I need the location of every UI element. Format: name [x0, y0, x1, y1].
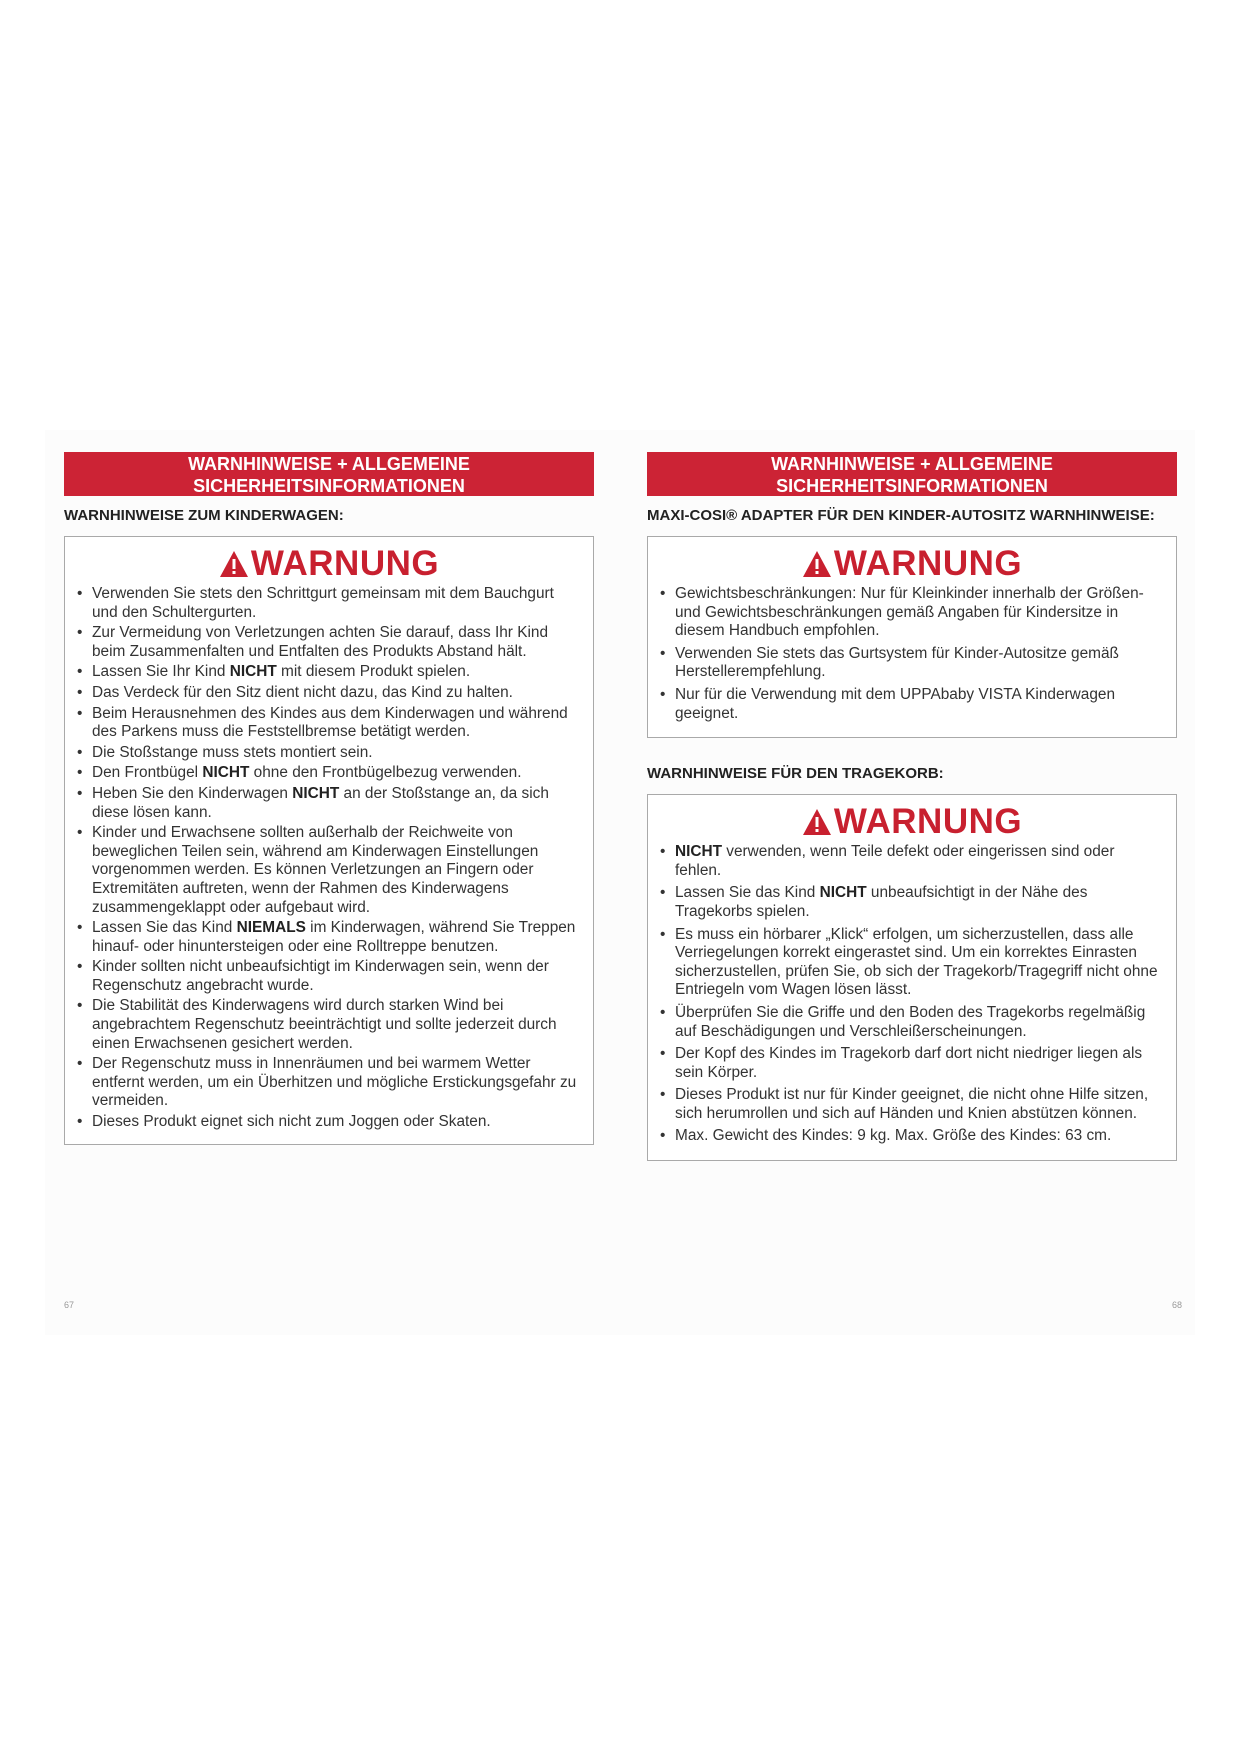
- item-text: Gewichtsbeschränkungen: Nur für Kleinkinder innerhalb der Größen- und Gewichtsbeschränkungen gemäß Angaben für Kindersitze in diesem Handbuch empfohlen.: [675, 585, 1144, 640]
- emphasis-text: NICHT: [819, 884, 867, 902]
- adapter-warning-box: [647, 536, 1177, 738]
- warning-title: [660, 803, 1164, 841]
- warning-item: [77, 624, 581, 661]
- item-text: Verwenden Sie stets den Schrittgurt gemeinsam mit dem Bauchgurt und den Schultergurten.: [92, 585, 554, 621]
- emphasis-text: NICHT: [675, 843, 723, 861]
- item-text: Die Stabilität des Kinderwagens wird durch starken Wind bei angebrachtem Regenschutz beeinträchtigt und sollte jederzeit durch einen Erwachsenen gesichert werden.: [92, 997, 557, 1052]
- warning-item: [660, 686, 1164, 723]
- warning-item: [77, 684, 581, 703]
- item-text: unbeaufsichtigt in der Nähe des Tragekorbs spielen.: [675, 884, 1088, 920]
- banner-line-2: SICHERHEITSINFORMATIONEN: [776, 476, 1048, 496]
- warning-item: [77, 785, 581, 822]
- page-number-right: 68: [1172, 1300, 1183, 1310]
- item-text: Kinder sollten nicht unbeaufsichtigt im Kinderwagen sein, wenn der Regenschutz angebracht wurde.: [92, 958, 549, 994]
- warning-item: [77, 919, 581, 956]
- page-number-left: 67: [64, 1300, 75, 1310]
- item-text: Verwenden Sie stets das Gurtsystem für Kinder-Autositze gemäß Herstellerempfehlung.: [675, 644, 1119, 681]
- warning-label: WARNUNG: [833, 802, 1023, 842]
- item-text: Das Verdeck für den Sitz dient nicht dazu, das Kind zu halten.: [92, 683, 513, 701]
- warning-item: [77, 663, 581, 682]
- warning-item: [660, 1004, 1164, 1041]
- item-text: Heben Sie den Kinderwagen: [92, 784, 293, 802]
- item-text: Dieses Produkt ist nur für Kinder geeignet, die nicht ohne Hilfe sitzen, sich herumrollen und sich auf Händen und Knien abstützen können.: [675, 1086, 1149, 1122]
- item-text: Es muss ein hörbarer „Klick“ erfolgen, um sicherzustellen, dass alle Verriegelungen korrekt eingerastet sind. Um ein korrektes Einrasten sicherzustellen, prüfen Sie, ob sich der Tragekorb/Tragegriff nicht ohne Entriegeln vom Wagen lösen lässt.: [675, 925, 1158, 999]
- warning-item: [77, 585, 581, 622]
- warning-label: WARNUNG: [250, 544, 440, 583]
- warning-item: [660, 1045, 1164, 1082]
- section-banner: [64, 452, 594, 496]
- item-text: Den Frontbügel: [92, 764, 203, 782]
- item-text: an der Stoßstange an, da sich diese lösen kann.: [92, 784, 549, 821]
- warning-item: [77, 1113, 581, 1132]
- banner-line-1: WARNHINWEISE + ALLGEMEINE: [188, 454, 470, 474]
- stroller-warning-box: [64, 536, 594, 1145]
- warning-item: [77, 744, 581, 763]
- item-text: Max. Gewicht des Kindes: 9 kg. Max. Größe des Kindes: 63 cm.: [675, 1127, 1112, 1145]
- emphasis-text: NICHT: [202, 764, 250, 782]
- item-text: Lassen Sie das Kind: [92, 919, 237, 937]
- item-text: Dieses Produkt eignet sich nicht zum Joggen oder Skaten.: [92, 1113, 491, 1131]
- bassinet-warning-box: [647, 794, 1177, 1161]
- warning-item: [660, 645, 1164, 682]
- warning-item: [660, 585, 1164, 641]
- item-text: mit diesem Produkt spielen.: [276, 663, 471, 681]
- warning-item: [660, 884, 1164, 921]
- item-text: ohne den Frontbügelbezug verwenden.: [249, 764, 522, 782]
- item-text: verwenden, wenn Teile defekt oder eingerissen sind oder fehlen.: [675, 843, 1115, 879]
- banner-line-1: WARNHINWEISE + ALLGEMEINE: [771, 454, 1053, 474]
- section-banner: [647, 452, 1177, 496]
- emphasis-text: NICHT: [229, 663, 277, 681]
- item-text: Der Regenschutz muss in Innenräumen und bei warmem Wetter entfernt werden, um ein Überhitzen und mögliche Erstickungsgefahr zu vermeiden.: [92, 1055, 577, 1110]
- warning-item: [660, 1086, 1164, 1123]
- item-text: Nur für die Verwendung mit dem UPPAbaby VISTA Kinderwagen geeignet.: [675, 685, 1115, 722]
- warning-item: [660, 1127, 1164, 1146]
- warning-title: [77, 545, 581, 583]
- item-text: Die Stoßstange muss stets montiert sein.: [92, 743, 373, 761]
- bassinet-warning-list: [660, 843, 1164, 1146]
- stroller-warning-list: [77, 585, 581, 1132]
- warning-label: WARNUNG: [833, 544, 1023, 583]
- warning-item: [77, 764, 581, 783]
- warning-triangle-icon: [219, 550, 249, 578]
- warning-triangle-icon: [802, 550, 832, 578]
- emphasis-text: NIEMALS: [236, 919, 306, 937]
- item-text: Zur Vermeidung von Verletzungen achten Sie darauf, dass Ihr Kind beim Zusammenfalten und Entfalten des Produkts Abstand hält.: [92, 624, 549, 660]
- right-page: [647, 452, 1177, 1161]
- warning-item: [77, 1055, 581, 1111]
- warning-item: [77, 997, 581, 1053]
- item-text: Überprüfen Sie die Griffe und den Boden des Tragekorbs regelmäßig auf Beschädigungen und Verschleißerscheinungen.: [675, 1003, 1146, 1040]
- item-text: Der Kopf des Kindes im Tragekorb darf dort nicht niedriger liegen als sein Körper.: [675, 1045, 1143, 1081]
- adapter-warnings-heading: MAXI-COSI® ADAPTER FÜR DEN KINDER-AUTOSITZ WARNHINWEISE:: [647, 507, 1155, 524]
- emphasis-text: NICHT: [292, 784, 340, 802]
- item-text: Lassen Sie das Kind: [675, 884, 820, 902]
- warning-item: [77, 958, 581, 995]
- warning-item: [77, 824, 581, 917]
- item-text: Kinder und Erwachsene sollten außerhalb der Reichweite von beweglichen Teilen sein, während am Kinderwagen Einstellungen vorgenommen werden. Es können Verletzungen an Fingern oder Extremitäten auftreten, wenn der Rahmen des Kinderwagens zusammengeklappt oder aufgebaut wird.: [92, 824, 539, 916]
- item-text: im Kinderwagen, während Sie Treppen hinauf- oder hinuntersteigen oder eine Rolltreppe benutzen.: [92, 919, 576, 955]
- left-page: [64, 452, 594, 1145]
- warning-item: [660, 843, 1164, 880]
- warning-title: [660, 545, 1164, 583]
- warning-item: [77, 705, 581, 742]
- stroller-warnings-heading: WARNHINWEISE ZUM KINDERWAGEN:: [64, 507, 344, 524]
- adapter-warning-list: [660, 585, 1164, 723]
- item-text: Lassen Sie Ihr Kind: [92, 663, 230, 681]
- bassinet-warnings-heading: WARNHINWEISE FÜR DEN TRAGEKORB:: [647, 765, 944, 783]
- item-text: Beim Herausnehmen des Kindes aus dem Kinderwagen und während des Parkens muss die Feststellbremse betätigt werden.: [92, 704, 568, 741]
- warning-item: [660, 926, 1164, 1000]
- warning-triangle-icon: [802, 808, 832, 836]
- banner-line-2: SICHERHEITSINFORMATIONEN: [193, 476, 465, 496]
